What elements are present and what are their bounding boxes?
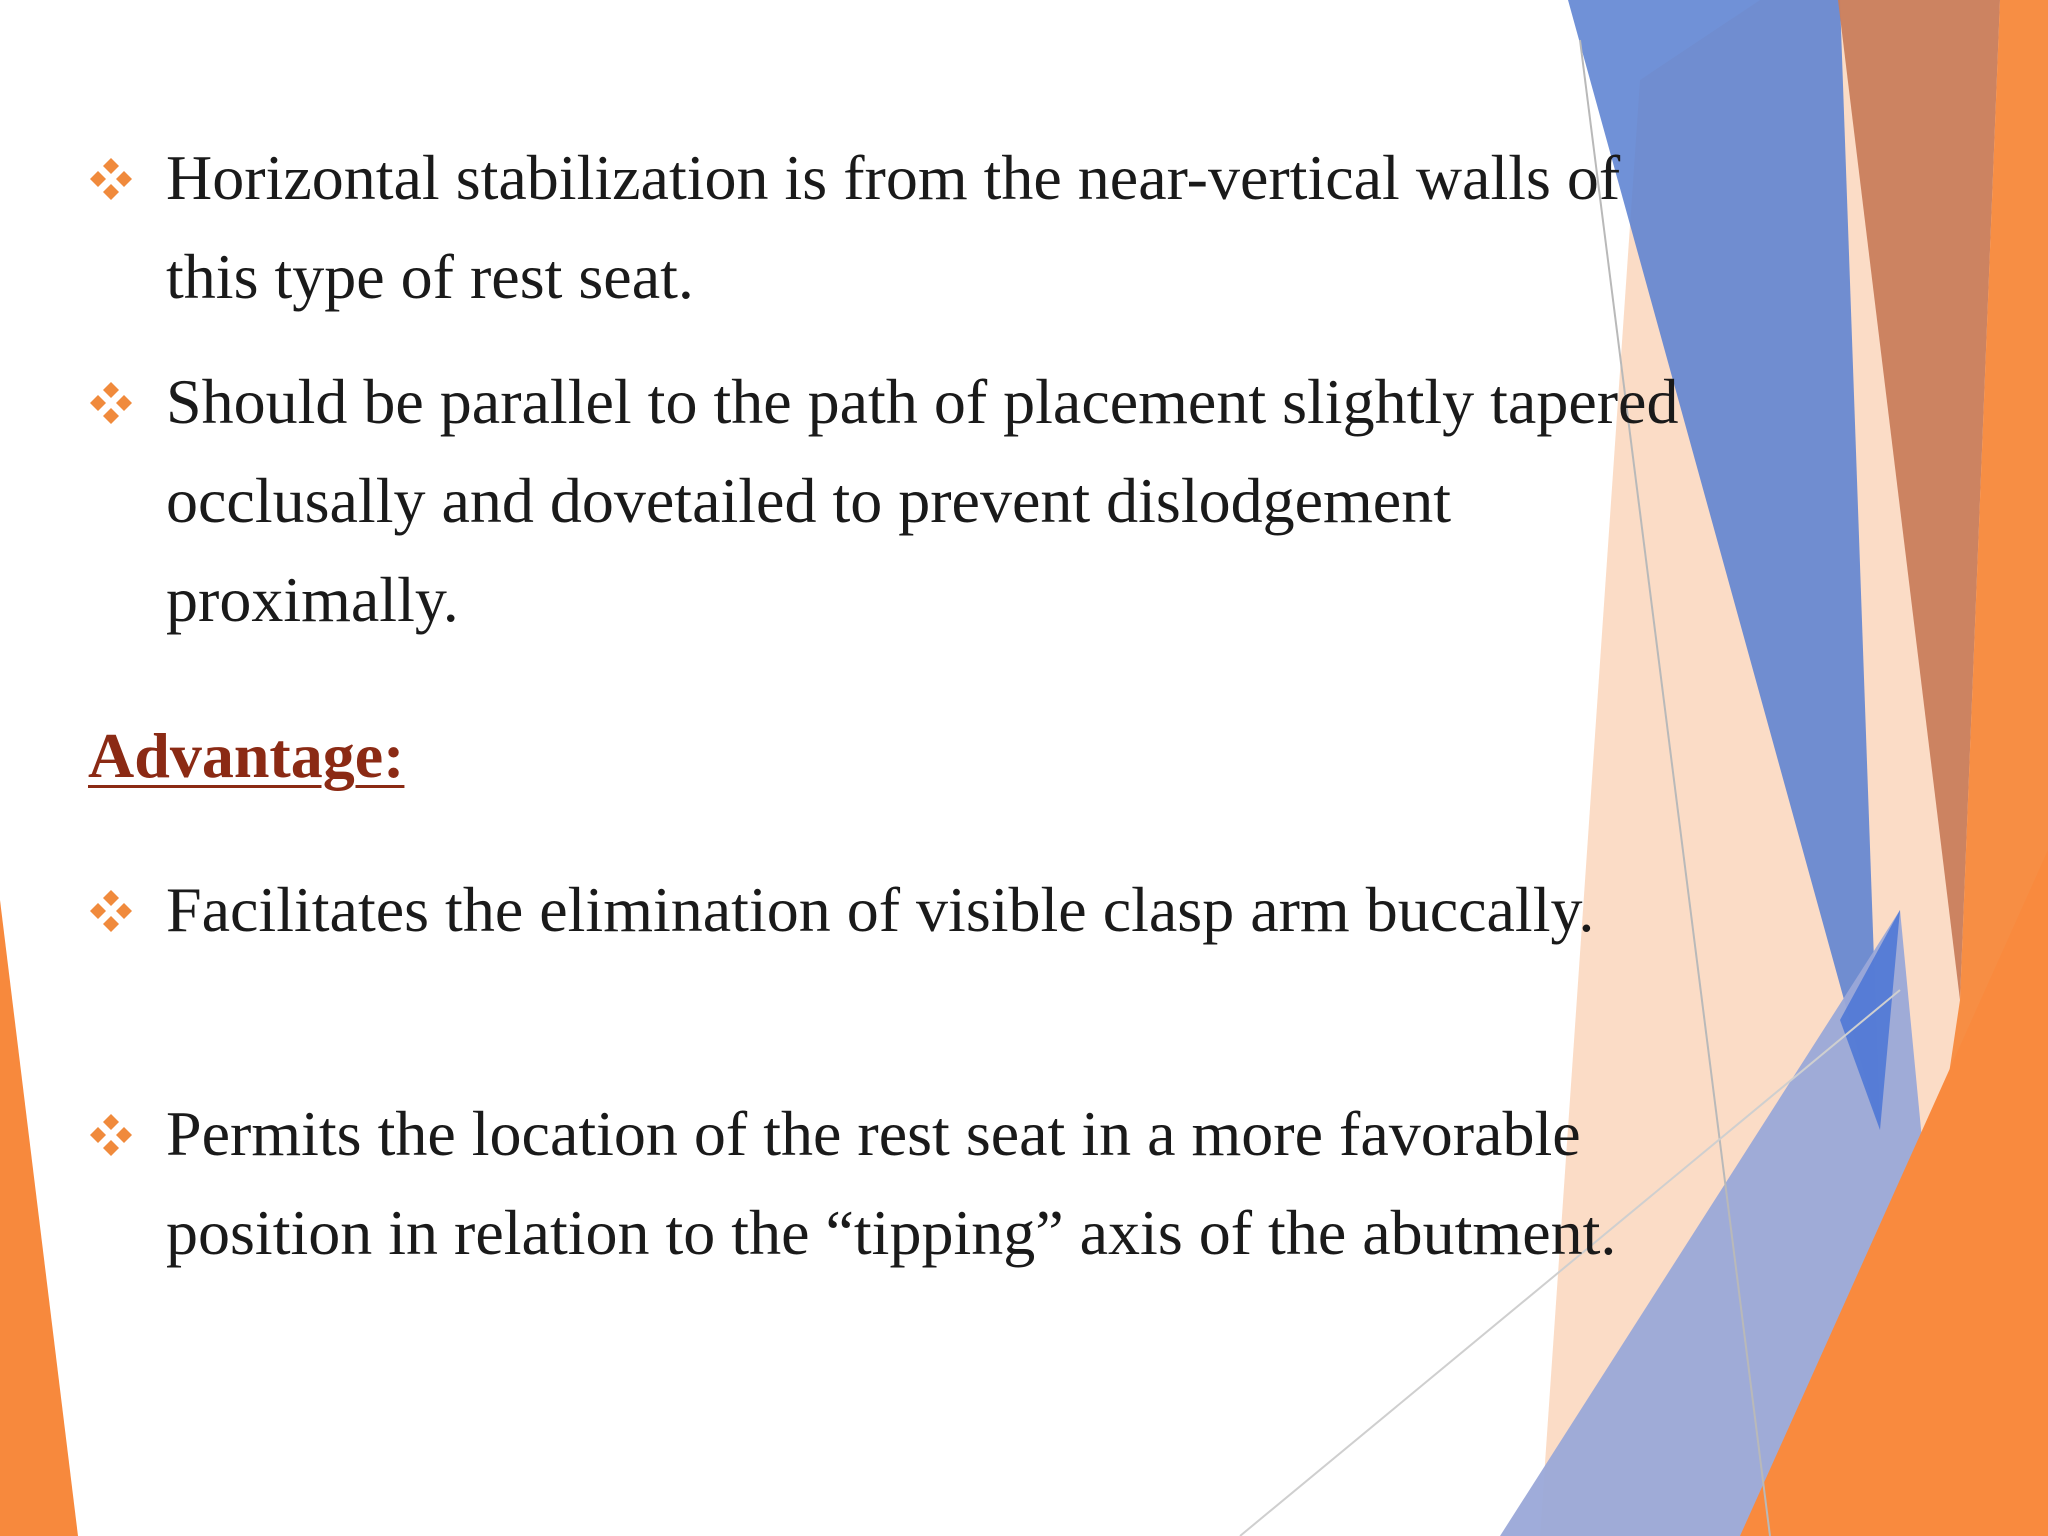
diamond-bullet-icon [88, 380, 134, 426]
diamond-bullet-icon [88, 156, 134, 202]
diamond-bullet-icon [88, 1112, 134, 1158]
bullet-text: Should be parallel to the path of placement slightly tapered occlusally and dovetailed to prevent dislodgement proximally. [166, 366, 1679, 635]
section-heading: Advantage: [88, 720, 405, 791]
bullet-text: Horizontal stabilization is from the near-vertical walls of this type of rest seat. [166, 142, 1621, 312]
bullet-text: Permits the location of the rest seat in a more favorable position in relation to the “tipping” axis of the abutment. [166, 1098, 1617, 1268]
bullet-text: Facilitates the elimination of visible clasp arm buccally. [166, 874, 1595, 945]
diamond-bullet-icon [88, 888, 134, 934]
